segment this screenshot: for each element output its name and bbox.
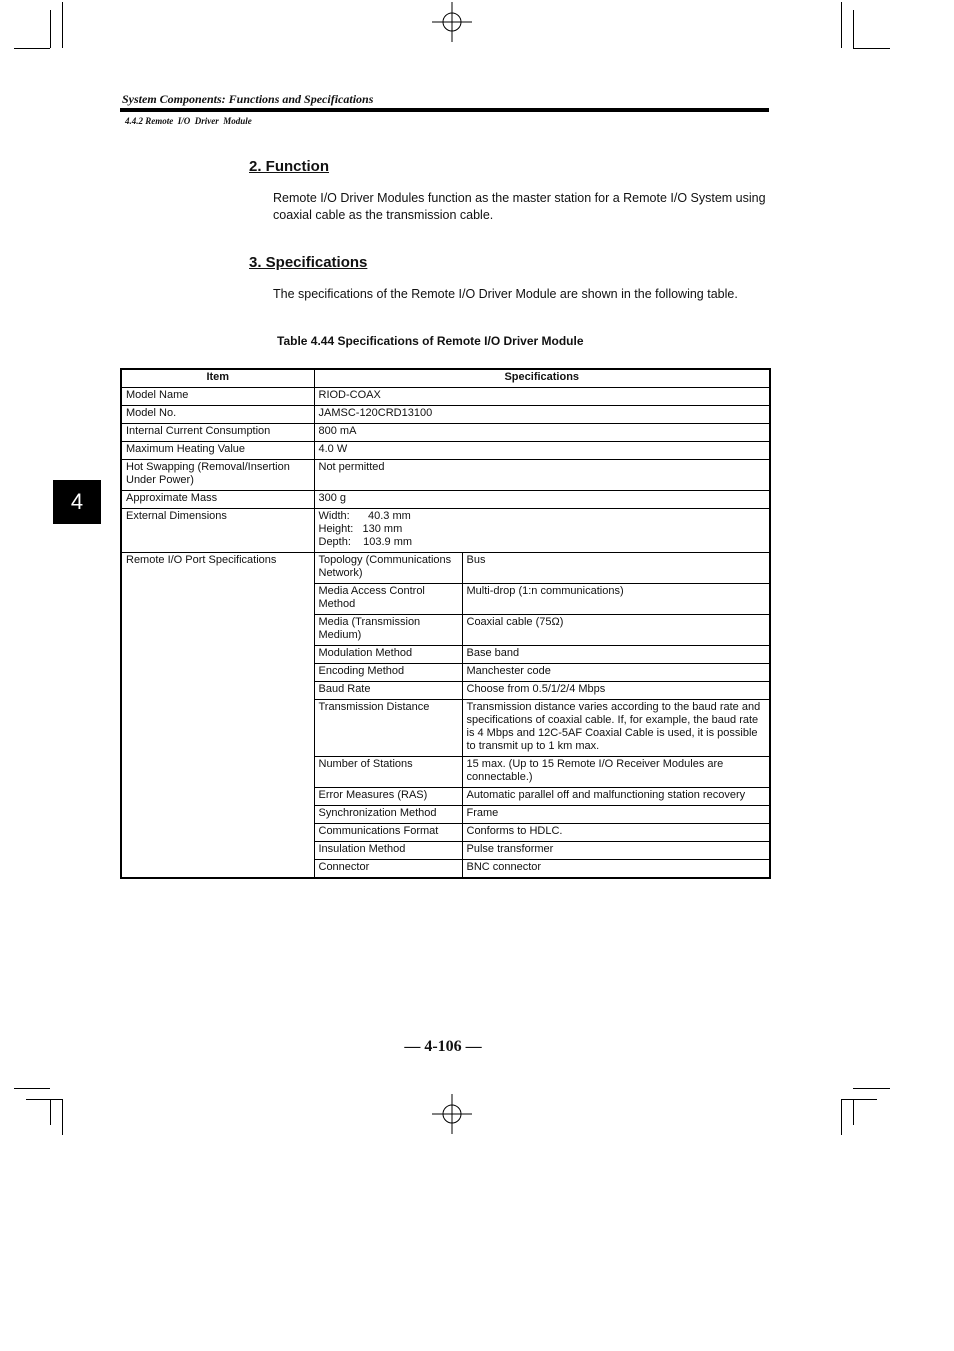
sub-value: Transmission distance varies according to the baud rate and specifications of coaxial cable. If, for example, the baud rate is 4 Mbps and 12C-5AF Coaxial Cable is used, it is possible to transmit up to 1 km max. [462, 700, 770, 757]
row-item: Approximate Mass [121, 491, 314, 509]
table-caption: Table 4.44 Specifications of Remote I/O Driver Module [277, 334, 584, 348]
row-item: Hot Swapping (Removal/Insertion Under Power) [121, 460, 314, 491]
running-header-title: System Components: Functions and Specifications [122, 92, 374, 106]
sub-item: Topology (Communications Network) [314, 553, 462, 584]
sub-value: Conforms to HDLC. [462, 824, 770, 842]
row-item: Maximum Heating Value [121, 442, 314, 460]
sub-item: Media (Transmission Medium) [314, 615, 462, 646]
row-item: Model Name [121, 388, 314, 406]
table-row [121, 460, 770, 491]
sub-value: Frame [462, 806, 770, 824]
running-header-subtitle: 4.4.2 Remote I/O Driver Module [125, 116, 252, 126]
sub-value: Pulse transformer [462, 842, 770, 860]
table-row [121, 406, 770, 424]
row-value: JAMSC-120CRD13100 [314, 406, 770, 424]
sub-item: Connector [314, 860, 462, 879]
registration-mark-bottom [432, 1094, 472, 1134]
sub-value: Coaxial cable (75Ω) [462, 615, 770, 646]
function-heading: 2. Function [249, 158, 329, 175]
sub-item: Number of Stations [314, 757, 462, 788]
sub-value: Choose from 0.5/1/2/4 Mbps [462, 682, 770, 700]
sub-value: Bus [462, 553, 770, 584]
table-row [121, 388, 770, 406]
header-specifications: Specifications [314, 369, 770, 388]
sub-value: 15 max. (Up to 15 Remote I/O Receiver Modules are connectable.) [462, 757, 770, 788]
dimension-height: Height: 130 mm [318, 523, 403, 535]
table-row [121, 442, 770, 460]
sub-value: Base band [462, 646, 770, 664]
table-row [121, 424, 770, 442]
specifications-heading: 3. Specifications [249, 254, 368, 271]
chapter-tab: 4 [53, 480, 101, 524]
row-item: External Dimensions [121, 509, 314, 553]
sub-item: Baud Rate [314, 682, 462, 700]
page-number: — 4-106 — [404, 1038, 482, 1055]
sub-item: Error Measures (RAS) [314, 788, 462, 806]
sub-item: Encoding Method [314, 664, 462, 682]
function-paragraph [273, 190, 766, 224]
sub-value: BNC connector [462, 860, 770, 879]
row-value: RIOD-COAX [314, 388, 770, 406]
function-text-line-2: coaxial cable as the transmission cable. [273, 208, 494, 222]
header-rule [120, 108, 769, 112]
row-value: Not permitted [314, 460, 770, 491]
dimension-width: Width: 40.3 mm [318, 510, 411, 522]
sub-item: Media Access Control Method [314, 584, 462, 615]
sub-value: Automatic parallel off and malfunctioning station recovery [462, 788, 770, 806]
row-value: 800 mA [314, 424, 770, 442]
specifications-table [120, 368, 771, 879]
sub-value: Multi-drop (1:n communications) [462, 584, 770, 615]
sub-item: Insulation Method [314, 842, 462, 860]
sub-item: Communications Format [314, 824, 462, 842]
table-row [121, 509, 770, 553]
row-value: 300 g [314, 491, 770, 509]
table-row [121, 491, 770, 509]
header-item: Item [121, 369, 314, 388]
row-item: Model No. [121, 406, 314, 424]
row-value: 4.0 W [314, 442, 770, 460]
specifications-text: The specifications of the Remote I/O Driver Module are shown in the following table. [273, 287, 738, 301]
sub-item: Transmission Distance [314, 700, 462, 757]
function-text-line-1: Remote I/O Driver Modules function as the master station for a Remote I/O System using [273, 191, 766, 205]
table-header-row [121, 369, 770, 388]
row-item: Remote I/O Port Specifications [121, 553, 314, 879]
sub-value: Manchester code [462, 664, 770, 682]
sub-item: Synchronization Method [314, 806, 462, 824]
registration-mark-top [432, 2, 472, 42]
table-row [121, 553, 770, 584]
dimension-depth: Depth: 103.9 mm [318, 536, 413, 548]
row-value [314, 509, 770, 553]
sub-item: Modulation Method [314, 646, 462, 664]
row-item: Internal Current Consumption [121, 424, 314, 442]
